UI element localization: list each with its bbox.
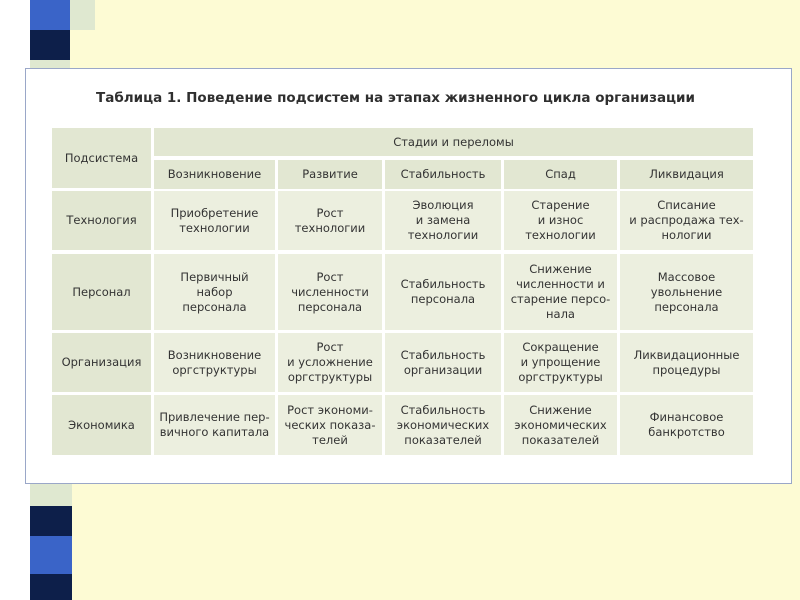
table-cell: Массовое увольнение персонала: [620, 254, 753, 330]
table-cell: Рост и усложнение оргструктуры: [278, 333, 382, 392]
table-cell: Рост численности персонала: [278, 254, 382, 330]
table-cell: Сокращение и упрощение оргструктуры: [504, 333, 617, 392]
table-cell: Снижение экономических показателей: [504, 395, 617, 455]
table-cell: Рост технологии: [278, 191, 382, 250]
row-label: Технология: [52, 191, 151, 250]
row-label: Экономика: [52, 395, 151, 455]
header-subsystem: Подсистема: [52, 128, 151, 188]
header-stage: Ликвидация: [620, 160, 753, 189]
table-cell: Старение и износ технологии: [504, 191, 617, 250]
row-label: Персонал: [52, 254, 151, 330]
table-title: Таблица 1. Поведение подсистем на этапах жизненного цикла организации: [96, 90, 695, 106]
table-cell: Приобретение технологии: [154, 191, 275, 250]
row-label: Организация: [52, 333, 151, 392]
table-cell: Финансовое банкротство: [620, 395, 753, 455]
header-stages-group: Стадии и переломы: [154, 128, 753, 156]
table-cell: Стабильность экономических показателей: [385, 395, 501, 455]
table-cell: Снижение численности и старение персо- нала: [504, 254, 617, 330]
header-stage: Спад: [504, 160, 617, 189]
table-cell: Списание и распродажа тех- нологии: [620, 191, 753, 250]
table-cell: Стабильность персонала: [385, 254, 501, 330]
table-cell: Привлечение пер- вичного капитала: [154, 395, 275, 455]
header-stage: Возникновение: [154, 160, 275, 189]
header-stage: Стабильность: [385, 160, 501, 189]
table-cell: Стабильность организации: [385, 333, 501, 392]
table-cell: Первичный набор персонала: [154, 254, 275, 330]
table-cell: Возникновение оргструктуры: [154, 333, 275, 392]
table-cell: Рост экономи- ческих показа- телей: [278, 395, 382, 455]
table-cell: Эволюция и замена технологии: [385, 191, 501, 250]
header-stage: Развитие: [278, 160, 382, 189]
table-cell: Ликвидационные процедуры: [620, 333, 753, 392]
